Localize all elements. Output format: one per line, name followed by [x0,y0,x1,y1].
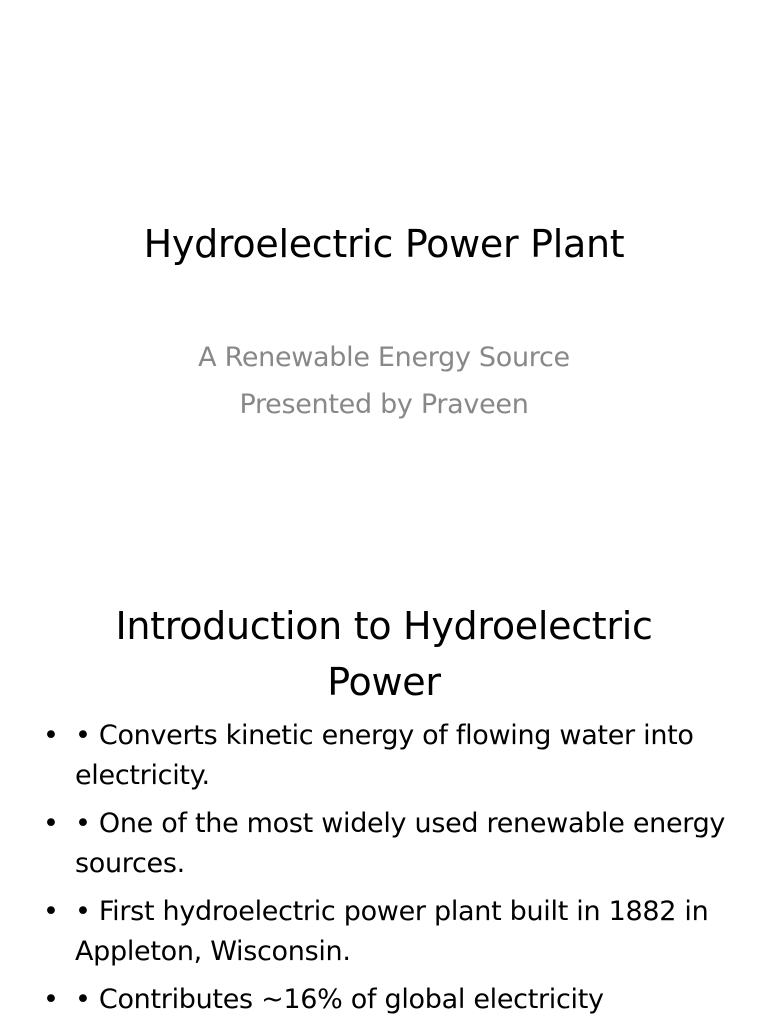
bullet-dot-icon: • [43,720,59,751]
bullet-text: • Converts kinetic energy of flowing water into electricity. [75,720,694,791]
bullet-text: • First hydroelectric power plant built in 1882 in Appleton, Wisconsin. [75,896,709,967]
list-item [0,892,768,972]
bullet-list [0,716,768,1028]
bullet-dot-icon: • [43,808,59,839]
bullet-dot-icon: • [43,984,59,1015]
subtitle-line: Presented by Praveen [239,389,529,420]
subtitle-line: A Renewable Energy Source [198,342,570,373]
slide-title: Hydroelectric Power Plant [143,222,625,266]
slide-subtitle [0,334,768,428]
list-item [0,980,768,1020]
slide-heading: Introduction to Hydroelectric Power [115,604,653,704]
bullet-dot-icon: • [43,896,59,927]
list-item [0,804,768,884]
list-item [0,716,768,796]
bullet-text: • One of the most widely used renewable energy sources. [75,808,726,879]
bullet-text: • Contributes ~16% of global electricity [75,984,604,1015]
